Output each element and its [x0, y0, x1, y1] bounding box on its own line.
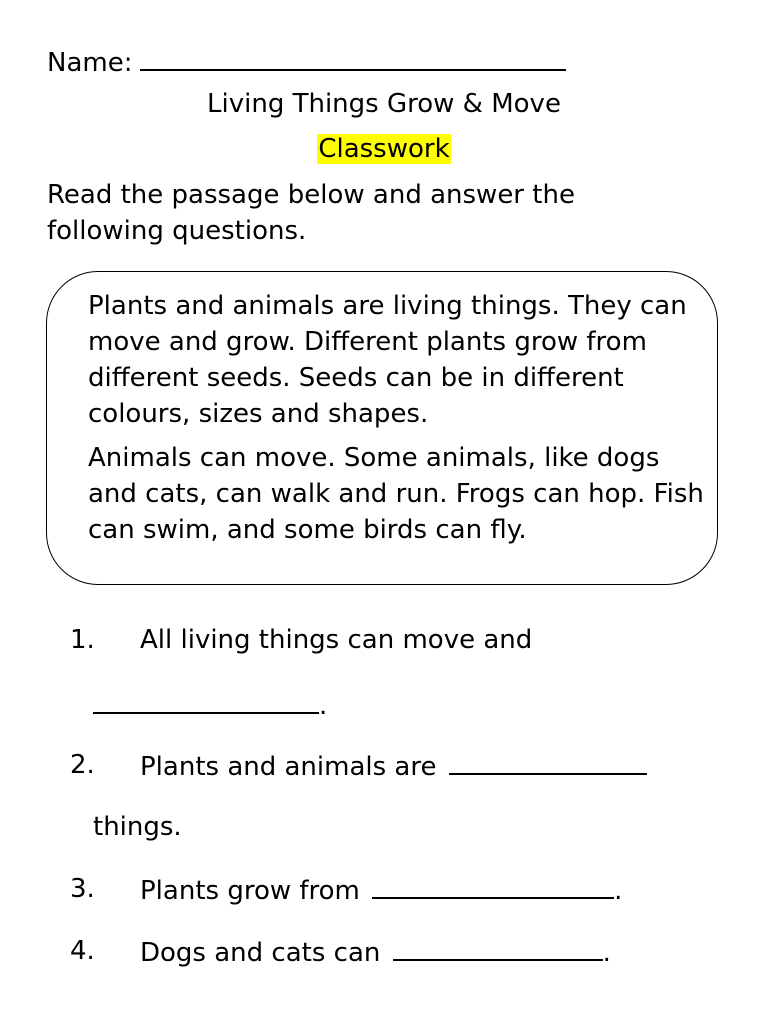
- question-1-number: 1.: [70, 625, 95, 655]
- question-1-answer-blank[interactable]: [93, 686, 319, 714]
- question-2-row: [140, 747, 647, 785]
- question-2-number: 2.: [70, 750, 95, 780]
- question-4-number: 4.: [70, 936, 95, 966]
- question-1-end: .: [319, 691, 328, 721]
- name-row: [47, 41, 566, 81]
- worksheet-subtitle: [0, 131, 768, 167]
- worksheet-title: Living Things Grow & Move: [207, 89, 561, 119]
- question-2-answer-blank[interactable]: [449, 747, 647, 775]
- question-3-number: 3.: [70, 874, 95, 904]
- classwork-label: Classwork: [318, 134, 450, 164]
- question-4-row: [140, 933, 611, 971]
- name-blank-line[interactable]: [140, 41, 566, 71]
- question-4-end: .: [602, 938, 611, 968]
- instructions-line-1: Read the passage below and answer the: [47, 180, 575, 210]
- passage-paragraph-1: Plants and animals are living things. They can move and grow. Different plants grow from different seeds. Seeds can be in different colours, sizes and shapes.: [88, 291, 687, 429]
- question-4-answer-blank[interactable]: [393, 933, 603, 961]
- question-2-continuation: things.: [93, 812, 182, 842]
- question-3-row: [140, 871, 622, 909]
- instructions-line-2: following questions.: [47, 216, 307, 246]
- question-1-text: All living things can move and: [140, 625, 533, 655]
- name-label: Name:: [47, 48, 133, 78]
- question-2-text: Plants and animals are: [140, 752, 437, 782]
- passage-paragraph-2: Animals can move. Some animals, like dogs and cats, can walk and run. Frogs can hop. Fish can swim, and some birds can fly.: [88, 443, 704, 545]
- question-3-answer-blank[interactable]: [372, 871, 614, 899]
- question-3-text: Plants grow from: [140, 876, 360, 906]
- question-4-text: Dogs and cats can: [140, 938, 381, 968]
- question-3-end: .: [614, 876, 623, 906]
- question-1-answer-row: [93, 686, 327, 724]
